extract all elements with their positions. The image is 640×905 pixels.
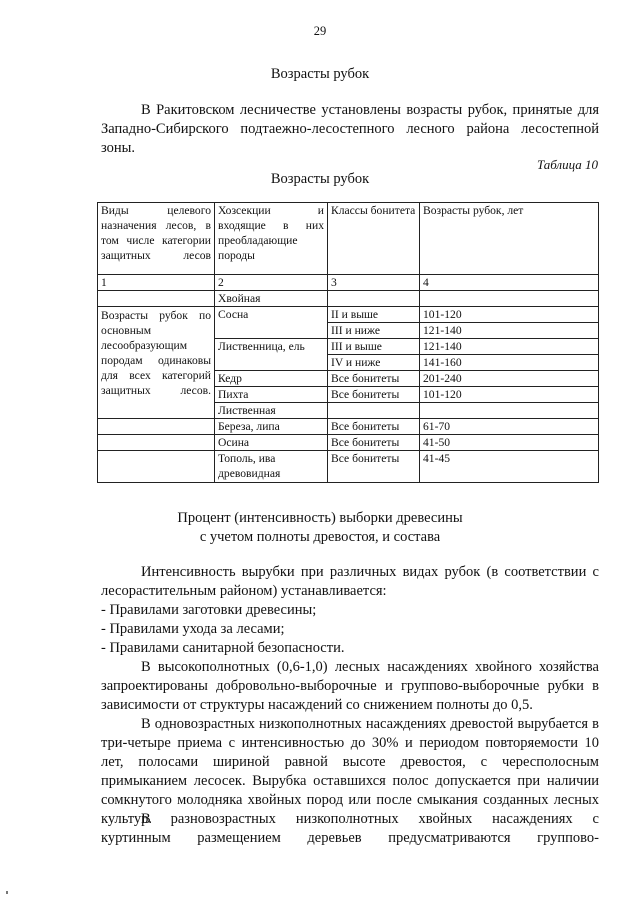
intro-paragraph: В Ракитовском лесничестве установлены возрасты рубок, принятые для Западно-Сибирского подтаежно-лесостепного лесного района лесостепной зоны. xyxy=(101,102,599,156)
rules-list-item: - Правилами ухода за лесами; xyxy=(101,621,285,637)
column-number-row xyxy=(98,275,599,291)
intensity-paragraph: Интенсивность вырубки при различных видах рубок (в соответствии с лесорастительным районом) устанавливается: xyxy=(101,564,599,599)
bonitet-cell: Все бонитеты xyxy=(328,451,420,483)
group-row-conifer xyxy=(98,291,599,307)
uneven-aged-paragraph-line-2: куртинным размещением деревьев предусматриваются группово- xyxy=(101,830,599,846)
uneven-aged-paragraph-line-1: В разновозрастных низкополнотных хвойных насаждениях с xyxy=(141,811,599,827)
age-cell: 101-120 xyxy=(420,387,599,403)
age-cell: 141-160 xyxy=(420,355,599,371)
column-number: 3 xyxy=(328,275,420,291)
header-cell: Классы бонитета xyxy=(328,203,420,275)
column-number: 2 xyxy=(215,275,328,291)
bonitet-cell: Все бонитеты xyxy=(328,387,420,403)
high-density-paragraph: В высокополнотных (0,6-1,0) лесных насаждениях хвойного хозяйства запроектированы добровольно-выборочные и группово-выборочные рубки в зависимости от структуры насаждений со снижением полноты до 0,5. xyxy=(101,659,599,713)
species-cell: Сосна xyxy=(215,307,328,339)
group-label: Лиственная xyxy=(215,403,328,419)
scan-mark xyxy=(6,891,8,894)
header-cell: Хозсекции и входящие в них преобладающие породы xyxy=(215,203,328,275)
cutting-age-table xyxy=(97,202,599,483)
rules-list-item: - Правилами санитарной безопасности. xyxy=(101,640,345,656)
age-cell: 121-140 xyxy=(420,339,599,355)
bonitet-cell: Все бонитеты xyxy=(328,419,420,435)
age-cell: 61-70 xyxy=(420,419,599,435)
table-header-row xyxy=(98,203,599,275)
species-cell: Пихта xyxy=(215,387,328,403)
column-number: 4 xyxy=(420,275,599,291)
header-cell: Виды целевого назначения лесов, в том числе категории защитных лесов xyxy=(98,203,215,275)
species-cell: Береза, липа xyxy=(215,419,328,435)
header-cell: Возрасты рубок, лет xyxy=(420,203,599,275)
section-title: Возрасты рубок xyxy=(270,66,370,82)
species-cell: Осина xyxy=(215,435,328,451)
page-number: 29 xyxy=(313,24,327,38)
table-row xyxy=(98,451,599,483)
bonitet-cell: IV и ниже xyxy=(328,355,420,371)
species-cell: Кедр xyxy=(215,371,328,387)
rules-list-item: - Правилами заготовки древесины; xyxy=(101,602,317,618)
table-label: Таблица 10 xyxy=(536,157,598,172)
bonitet-cell: Все бонитеты xyxy=(328,371,420,387)
age-cell: 41-50 xyxy=(420,435,599,451)
even-aged-paragraph: В одновозрастных низкополнотных насаждениях древостой вырубается в три-четыре приема с интенсивностью до 30% и периодом повторяемости 10 лет, полосами шириной равной высоте древостоя, с чересполосным примыканием лесосек. Вырубка оставшихся полос допускается при наличии сомкнутого молодняка хвойных пород или после смыкания созданных лесных культур. xyxy=(101,716,599,827)
category-cell: Возрасты рубок по основным лесообразующим породам одинаковы для всех категорий защитных лесов. xyxy=(98,307,215,419)
subheading-line-1: Процент (интенсивность) выборки древесины xyxy=(177,510,463,526)
age-cell: 41-45 xyxy=(420,451,599,483)
table-row xyxy=(98,435,599,451)
group-label: Хвойная xyxy=(215,291,328,307)
species-cell: Тополь, ива древовидная xyxy=(215,451,328,483)
age-cell: 101-120 xyxy=(420,307,599,323)
bonitet-cell: Все бонитеты xyxy=(328,435,420,451)
age-cell: 121-140 xyxy=(420,323,599,339)
subheading-line-2: с учетом полноты древостоя, и состава xyxy=(199,529,441,545)
table-title: Возрасты рубок xyxy=(270,171,370,187)
bonitet-cell: III и выше xyxy=(328,339,420,355)
column-number: 1 xyxy=(98,275,215,291)
bonitet-cell: III и ниже xyxy=(328,323,420,339)
species-cell: Лиственница, ель xyxy=(215,339,328,371)
table-row xyxy=(98,419,599,435)
age-cell: 201-240 xyxy=(420,371,599,387)
bonitet-cell: II и выше xyxy=(328,307,420,323)
table-row xyxy=(98,307,599,323)
